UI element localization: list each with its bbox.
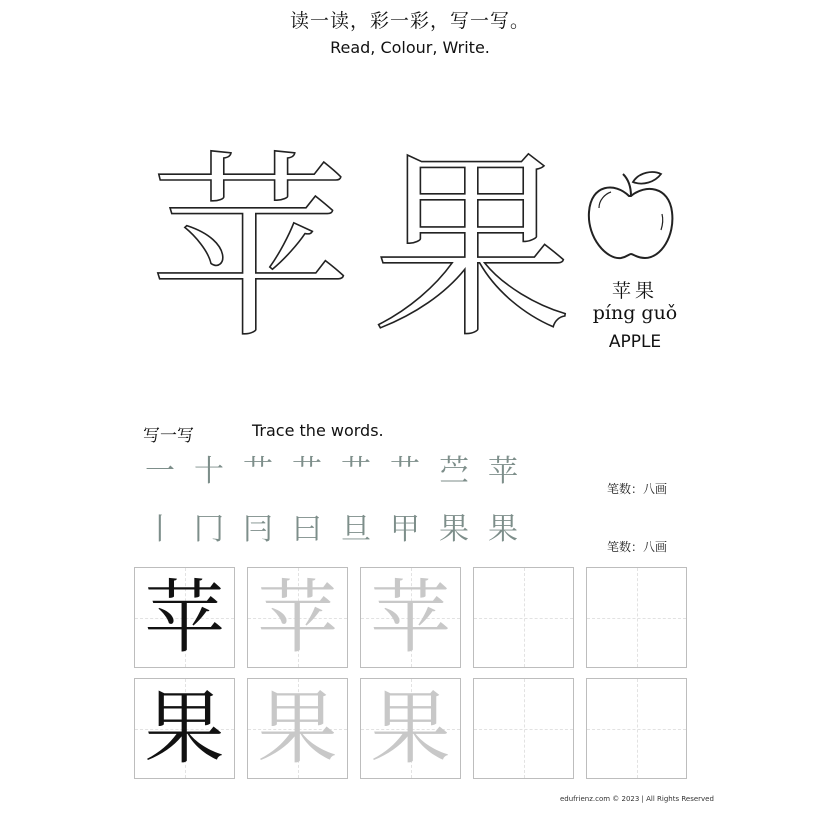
- trace-character-box[interactable]: [360, 678, 461, 779]
- stroke-step: 旦: [341, 512, 371, 547]
- stroke-step: 果: [439, 512, 469, 547]
- trace-character: 苹: [257, 571, 338, 664]
- stroke-count-1: 笔数：八画: [607, 482, 668, 496]
- word-english: APPLE: [608, 332, 662, 352]
- stroke-step: 艹: [341, 454, 371, 489]
- word-pinyin: píng guǒ: [592, 302, 678, 324]
- stroke-step: 艹: [243, 454, 273, 489]
- stroke-step: 冂: [194, 512, 224, 547]
- stroke-step: 艹: [390, 454, 420, 489]
- outline-character-1: 苹: [150, 133, 351, 366]
- page-title-english: Read, Colour, Write.: [330, 38, 490, 57]
- trace-heading-english: Trace the words.: [252, 421, 384, 440]
- stroke-step: 甲: [390, 512, 420, 547]
- trace-character: 苹: [370, 571, 451, 664]
- stroke-count-2: 笔数：八画: [607, 540, 668, 554]
- stroke-step: 苎: [439, 454, 469, 489]
- page-title-chinese: 读一读，彩一彩，写一写。: [289, 10, 530, 32]
- trace-character-box[interactable]: [247, 678, 348, 779]
- outline-character-2: 果: [372, 133, 573, 366]
- trace-character: 果: [257, 682, 338, 775]
- empty-writing-box[interactable]: [586, 567, 687, 668]
- apple-outline-icon: [585, 168, 677, 264]
- stroke-step: 一: [145, 454, 175, 489]
- trace-heading-chinese: 写一写: [143, 426, 194, 446]
- model-character-box: [134, 567, 235, 668]
- stroke-step: 果: [488, 512, 518, 547]
- model-character: 苹: [144, 571, 225, 664]
- word-chinese: 苹果: [611, 280, 658, 302]
- trace-character-box[interactable]: [247, 567, 348, 668]
- trace-character: 果: [370, 682, 451, 775]
- empty-writing-box[interactable]: [473, 567, 574, 668]
- footer-copyright: edufrienz.com © 2023 | All Rights Reserved: [560, 795, 714, 803]
- stroke-step: 苹: [488, 454, 518, 489]
- stroke-step: 冃: [243, 512, 273, 547]
- trace-character-box[interactable]: [360, 567, 461, 668]
- empty-writing-box[interactable]: [473, 678, 574, 779]
- stroke-step: 艹: [292, 454, 322, 489]
- empty-writing-box[interactable]: [586, 678, 687, 779]
- model-character: 果: [144, 682, 225, 775]
- stroke-step: 丨: [145, 512, 175, 547]
- stroke-step: 曰: [292, 512, 322, 547]
- stroke-step: 十: [194, 454, 224, 489]
- model-character-box: [134, 678, 235, 779]
